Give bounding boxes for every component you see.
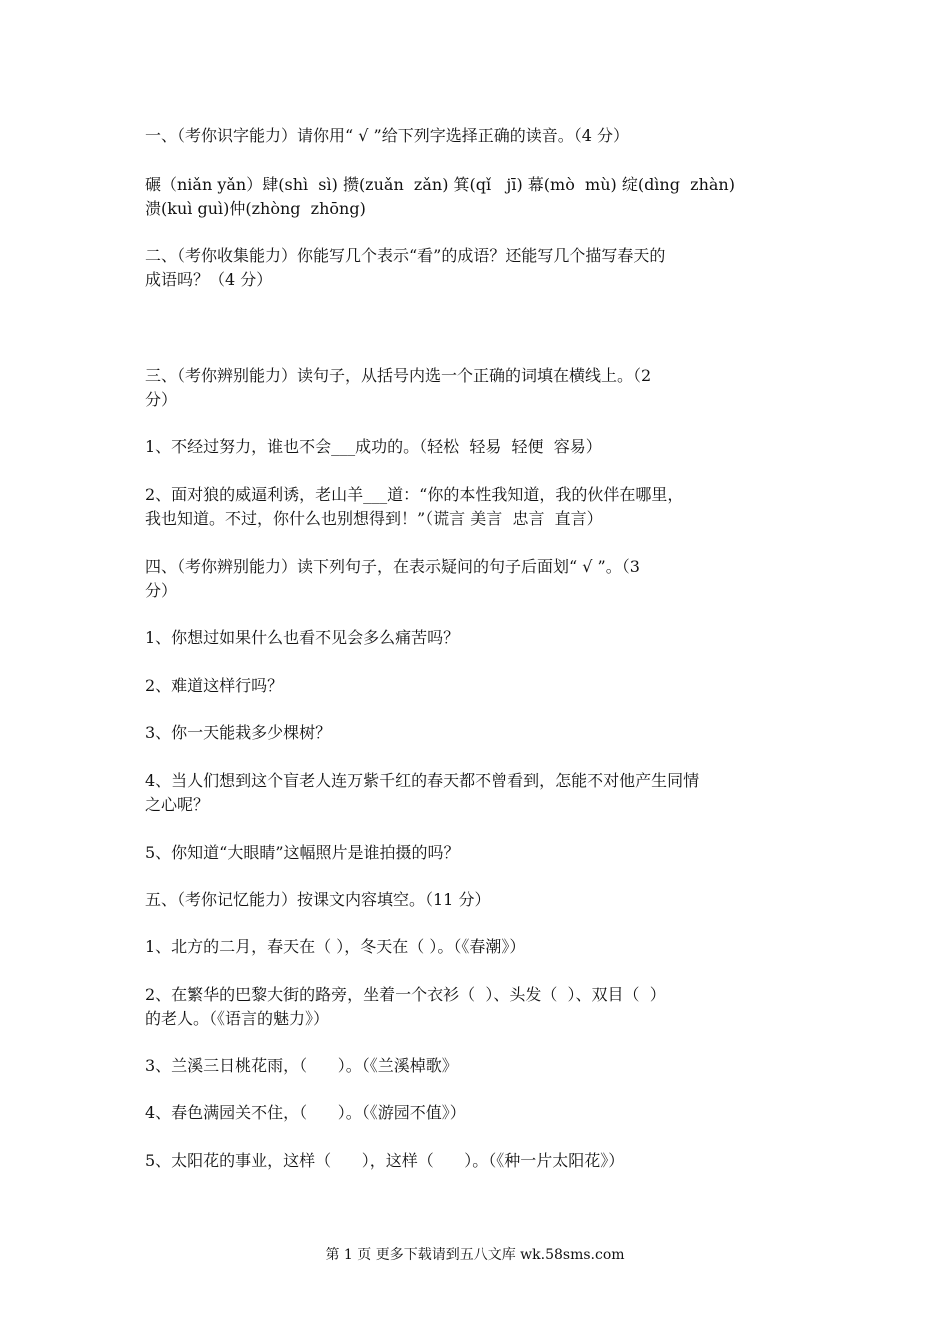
section-1-pinyin-line-2: 溃(kuì guì)仲(zhòng zhōng) xyxy=(145,199,366,218)
section-4-question-2: 2、难道这样行吗？ xyxy=(145,676,284,695)
page-footer: 第 1 页 更多下载请到五八文库 wk.58sms.com xyxy=(325,1247,625,1263)
section-2-heading-line-2: 成语吗？（4 分） xyxy=(145,270,273,289)
section-1-heading: 一、（考你识字能力）请你用“ √ ”给下列字选择正确的读音。（4 分） xyxy=(145,126,629,145)
section-1-pinyin-line-1: 碾（niǎn yǎn）肆(shì sì) 攒(zuǎn zǎn) 箕(qǐ jī) 幕(mò mù) 绽(dìng zhàn) xyxy=(145,175,735,194)
section-5-question-2-line-2: 的老人。（《语言的魅力》） xyxy=(145,1009,330,1028)
section-3-heading-line-1: 三、（考你辨别能力）读句子，从括号内选一个正确的词填在横线上。（2 xyxy=(145,366,652,385)
section-5-question-1: 1、北方的二月，春天在（ ），冬天在（ ）。（《春潮》） xyxy=(145,937,526,956)
section-3-heading-line-2: 分） xyxy=(145,390,178,409)
section-2-heading-line-1: 二、（考你收集能力）你能写几个表示“看”的成语？还能写几个描写春天的 xyxy=(145,246,666,265)
section-4-question-5: 5、你知道“大眼睛”这幅照片是谁拍摄的吗？ xyxy=(145,843,460,862)
section-5-question-5: 5、太阳花的事业，这样（ ），这样（ ）。（《种一片太阳花》） xyxy=(145,1151,625,1170)
section-4-heading-line-1: 四、（考你辨别能力）读下列句子，在表示疑问的句子后面划“ √ ”。（3 xyxy=(145,557,640,576)
section-4-question-1: 1、你想过如果什么也看不见会多么痛苦吗？ xyxy=(145,628,460,647)
section-5-heading: 五、（考你记忆能力）按课文内容填空。（11 分） xyxy=(145,890,491,909)
section-5-question-2-line-1: 2、在繁华的巴黎大街的路旁，坐着一个衣衫（ ）、头发（ ）、双目（ ） xyxy=(145,985,666,1004)
section-5-question-4: 4、春色满园关不住，（ ）。（《游园不值》） xyxy=(145,1103,466,1122)
section-4-question-3: 3、你一天能栽多少棵树？ xyxy=(145,723,332,742)
section-3-question-1: 1、不经过努力，谁也不会___成功的。（轻松 轻易 轻便 容易） xyxy=(145,437,602,456)
section-3-question-2-line-2: 我也知道。不过，你什么也别想得到！”（谎言 美言 忠言 直言） xyxy=(145,509,603,528)
section-4-question-4-line-1: 4、当人们想到这个盲老人连万紫千红的春天都不曾看到，怎能不对他产生同情 xyxy=(145,771,700,790)
section-5-question-3: 3、兰溪三日桃花雨，（ ）。（《兰溪棹歌》 xyxy=(145,1056,458,1075)
section-4-heading-line-2: 分） xyxy=(145,581,178,600)
section-4-question-4-line-2: 之心呢？ xyxy=(145,795,210,814)
section-3-question-2-line-1: 2、面对狼的威逼利诱，老山羊___道：“你的本性我知道，我的伙伴在哪里， xyxy=(145,485,684,504)
